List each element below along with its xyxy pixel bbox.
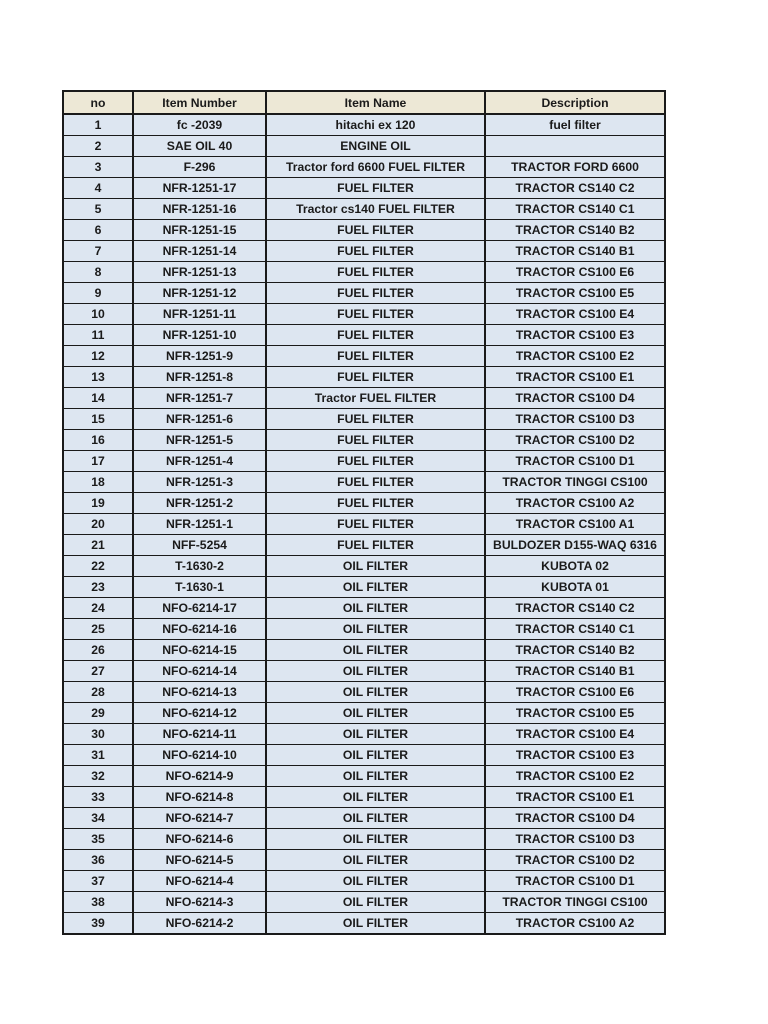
cell-item-name: FUEL FILTER <box>266 178 485 199</box>
cell-no: 26 <box>63 640 133 661</box>
table-row <box>63 241 665 262</box>
cell-description: fuel filter <box>485 114 665 136</box>
cell-item-name: Tractor ford 6600 FUEL FILTER <box>266 157 485 178</box>
table-row <box>63 283 665 304</box>
cell-description: TRACTOR CS100 D1 <box>485 451 665 472</box>
cell-description: TRACTOR CS100 E1 <box>485 787 665 808</box>
cell-item-name: OIL FILTER <box>266 913 485 935</box>
cell-no: 8 <box>63 262 133 283</box>
cell-description: TRACTOR CS100 D2 <box>485 430 665 451</box>
cell-no: 35 <box>63 829 133 850</box>
cell-item-name: OIL FILTER <box>266 808 485 829</box>
cell-item-name: FUEL FILTER <box>266 325 485 346</box>
cell-item-name: OIL FILTER <box>266 850 485 871</box>
cell-item-number: NFR-1251-6 <box>133 409 266 430</box>
cell-no: 19 <box>63 493 133 514</box>
table-row <box>63 808 665 829</box>
table-row <box>63 640 665 661</box>
cell-item-number: NFR-1251-13 <box>133 262 266 283</box>
table-row <box>63 703 665 724</box>
cell-item-name: Tractor FUEL FILTER <box>266 388 485 409</box>
cell-description: TRACTOR CS100 E4 <box>485 724 665 745</box>
cell-item-name: OIL FILTER <box>266 724 485 745</box>
cell-description <box>485 136 665 157</box>
cell-description: TRACTOR CS100 A2 <box>485 493 665 514</box>
cell-item-number: NFR-1251-16 <box>133 199 266 220</box>
table-row <box>63 325 665 346</box>
cell-item-number: NFR-1251-12 <box>133 283 266 304</box>
cell-description: TRACTOR CS100 E2 <box>485 346 665 367</box>
table-row <box>63 913 665 935</box>
table-row <box>63 430 665 451</box>
cell-item-name: FUEL FILTER <box>266 346 485 367</box>
table-row <box>63 367 665 388</box>
cell-description: TRACTOR CS100 E2 <box>485 766 665 787</box>
cell-item-number: F-296 <box>133 157 266 178</box>
cell-no: 22 <box>63 556 133 577</box>
cell-description: TRACTOR CS140 B1 <box>485 661 665 682</box>
cell-item-name: FUEL FILTER <box>266 493 485 514</box>
cell-item-number: NFO-6214-7 <box>133 808 266 829</box>
cell-item-name: FUEL FILTER <box>266 241 485 262</box>
cell-no: 7 <box>63 241 133 262</box>
cell-description: BULDOZER D155-WAQ 6316 <box>485 535 665 556</box>
cell-no: 37 <box>63 871 133 892</box>
cell-item-number: NFO-6214-16 <box>133 619 266 640</box>
table-row <box>63 262 665 283</box>
cell-item-name: FUEL FILTER <box>266 535 485 556</box>
cell-no: 24 <box>63 598 133 619</box>
cell-description: TRACTOR CS140 C2 <box>485 598 665 619</box>
cell-item-number: NFO-6214-13 <box>133 682 266 703</box>
table-row <box>63 850 665 871</box>
cell-description: TRACTOR CS140 C1 <box>485 199 665 220</box>
cell-item-name: FUEL FILTER <box>266 514 485 535</box>
cell-item-name: OIL FILTER <box>266 577 485 598</box>
cell-item-number: NFR-1251-3 <box>133 472 266 493</box>
cell-item-number: NFR-1251-15 <box>133 220 266 241</box>
cell-item-number: NFR-1251-17 <box>133 178 266 199</box>
cell-item-name: OIL FILTER <box>266 787 485 808</box>
table-row <box>63 304 665 325</box>
cell-no: 1 <box>63 114 133 136</box>
cell-description: TRACTOR CS140 C2 <box>485 178 665 199</box>
cell-item-number: NFF-5254 <box>133 535 266 556</box>
cell-no: 16 <box>63 430 133 451</box>
cell-description: TRACTOR CS140 C1 <box>485 619 665 640</box>
cell-item-number: NFR-1251-8 <box>133 367 266 388</box>
cell-no: 2 <box>63 136 133 157</box>
table-row <box>63 871 665 892</box>
cell-item-name: OIL FILTER <box>266 661 485 682</box>
cell-item-number: SAE OIL 40 <box>133 136 266 157</box>
cell-item-name: FUEL FILTER <box>266 451 485 472</box>
cell-item-number: NFO-6214-10 <box>133 745 266 766</box>
table-row <box>63 787 665 808</box>
cell-description: TRACTOR CS100 E3 <box>485 325 665 346</box>
cell-item-number: NFR-1251-2 <box>133 493 266 514</box>
cell-no: 4 <box>63 178 133 199</box>
cell-description: TRACTOR CS100 E6 <box>485 682 665 703</box>
cell-description: TRACTOR CS100 E1 <box>485 367 665 388</box>
cell-no: 9 <box>63 283 133 304</box>
table-row <box>63 556 665 577</box>
table-row <box>63 829 665 850</box>
cell-description: TRACTOR CS100 E4 <box>485 304 665 325</box>
cell-item-number: NFO-6214-6 <box>133 829 266 850</box>
table-row <box>63 766 665 787</box>
table-row <box>63 577 665 598</box>
cell-no: 39 <box>63 913 133 935</box>
cell-item-name: FUEL FILTER <box>266 262 485 283</box>
table-row <box>63 598 665 619</box>
table-body <box>63 114 665 934</box>
cell-no: 3 <box>63 157 133 178</box>
table-row <box>63 199 665 220</box>
cell-item-number: NFR-1251-9 <box>133 346 266 367</box>
cell-no: 33 <box>63 787 133 808</box>
cell-item-name: ENGINE OIL <box>266 136 485 157</box>
cell-no: 32 <box>63 766 133 787</box>
cell-item-number: NFR-1251-1 <box>133 514 266 535</box>
cell-item-name: FUEL FILTER <box>266 367 485 388</box>
cell-item-number: NFR-1251-7 <box>133 388 266 409</box>
cell-item-number: NFO-6214-3 <box>133 892 266 913</box>
cell-item-number: NFR-1251-11 <box>133 304 266 325</box>
cell-item-number: NFO-6214-9 <box>133 766 266 787</box>
cell-item-number: NFO-6214-5 <box>133 850 266 871</box>
cell-item-name: FUEL FILTER <box>266 430 485 451</box>
cell-no: 11 <box>63 325 133 346</box>
table-row <box>63 178 665 199</box>
cell-item-name: OIL FILTER <box>266 745 485 766</box>
cell-item-name: OIL FILTER <box>266 556 485 577</box>
cell-description: TRACTOR CS100 D4 <box>485 388 665 409</box>
cell-item-number: T-1630-2 <box>133 556 266 577</box>
cell-no: 10 <box>63 304 133 325</box>
cell-description: TRACTOR FORD 6600 <box>485 157 665 178</box>
table-row <box>63 157 665 178</box>
cell-item-name: OIL FILTER <box>266 682 485 703</box>
cell-item-number: NFO-6214-4 <box>133 871 266 892</box>
table-row <box>63 388 665 409</box>
table-row <box>63 220 665 241</box>
table-row <box>63 892 665 913</box>
table-row <box>63 724 665 745</box>
cell-description: TRACTOR CS140 B1 <box>485 241 665 262</box>
cell-no: 27 <box>63 661 133 682</box>
cell-description: TRACTOR TINGGI CS100 <box>485 472 665 493</box>
cell-item-number: NFO-6214-12 <box>133 703 266 724</box>
cell-description: KUBOTA 01 <box>485 577 665 598</box>
cell-item-name: OIL FILTER <box>266 892 485 913</box>
table-row <box>63 136 665 157</box>
cell-no: 15 <box>63 409 133 430</box>
cell-item-name: OIL FILTER <box>266 703 485 724</box>
cell-item-number: NFO-6214-11 <box>133 724 266 745</box>
cell-description: TRACTOR CS140 B2 <box>485 220 665 241</box>
cell-no: 34 <box>63 808 133 829</box>
cell-item-name: OIL FILTER <box>266 619 485 640</box>
column-header-item-name: Item Name <box>266 91 485 114</box>
cell-item-number: NFR-1251-4 <box>133 451 266 472</box>
table-row <box>63 619 665 640</box>
cell-description: TRACTOR CS100 D3 <box>485 829 665 850</box>
table-row <box>63 745 665 766</box>
cell-item-number: NFO-6214-8 <box>133 787 266 808</box>
cell-no: 14 <box>63 388 133 409</box>
cell-no: 23 <box>63 577 133 598</box>
cell-no: 25 <box>63 619 133 640</box>
cell-item-number: fc -2039 <box>133 114 266 136</box>
cell-description: TRACTOR CS100 D1 <box>485 871 665 892</box>
cell-item-number: NFR-1251-5 <box>133 430 266 451</box>
cell-item-name: FUEL FILTER <box>266 304 485 325</box>
cell-item-name: FUEL FILTER <box>266 472 485 493</box>
cell-no: 38 <box>63 892 133 913</box>
cell-no: 13 <box>63 367 133 388</box>
table-header-row <box>63 91 665 114</box>
cell-item-name: FUEL FILTER <box>266 220 485 241</box>
cell-item-name: hitachi ex 120 <box>266 114 485 136</box>
cell-description: TRACTOR CS100 E6 <box>485 262 665 283</box>
cell-item-name: Tractor cs140 FUEL FILTER <box>266 199 485 220</box>
table-row <box>63 346 665 367</box>
cell-description: TRACTOR CS100 E3 <box>485 745 665 766</box>
cell-description: TRACTOR CS100 E5 <box>485 703 665 724</box>
column-header-item-number: Item Number <box>133 91 266 114</box>
cell-item-name: OIL FILTER <box>266 829 485 850</box>
table-row <box>63 682 665 703</box>
cell-no: 17 <box>63 451 133 472</box>
cell-item-name: FUEL FILTER <box>266 283 485 304</box>
cell-no: 31 <box>63 745 133 766</box>
cell-no: 18 <box>63 472 133 493</box>
cell-item-name: OIL FILTER <box>266 766 485 787</box>
table-row <box>63 409 665 430</box>
cell-no: 12 <box>63 346 133 367</box>
table-row <box>63 114 665 136</box>
cell-no: 28 <box>63 682 133 703</box>
cell-description: TRACTOR CS100 A2 <box>485 913 665 935</box>
cell-item-number: NFR-1251-14 <box>133 241 266 262</box>
cell-no: 21 <box>63 535 133 556</box>
cell-item-number: T-1630-1 <box>133 577 266 598</box>
column-header-description: Description <box>485 91 665 114</box>
parts-table <box>62 90 666 935</box>
cell-item-number: NFO-6214-2 <box>133 913 266 935</box>
cell-no: 6 <box>63 220 133 241</box>
cell-no: 29 <box>63 703 133 724</box>
cell-no: 5 <box>63 199 133 220</box>
table-row <box>63 451 665 472</box>
cell-item-name: OIL FILTER <box>266 598 485 619</box>
table-row <box>63 493 665 514</box>
cell-item-name: OIL FILTER <box>266 640 485 661</box>
cell-description: TRACTOR CS100 D2 <box>485 850 665 871</box>
cell-description: TRACTOR CS100 D3 <box>485 409 665 430</box>
cell-item-name: OIL FILTER <box>266 871 485 892</box>
cell-no: 36 <box>63 850 133 871</box>
cell-item-number: NFR-1251-10 <box>133 325 266 346</box>
cell-description: TRACTOR CS100 E5 <box>485 283 665 304</box>
table-row <box>63 514 665 535</box>
cell-description: KUBOTA 02 <box>485 556 665 577</box>
cell-item-number: NFO-6214-17 <box>133 598 266 619</box>
cell-description: TRACTOR TINGGI CS100 <box>485 892 665 913</box>
cell-description: TRACTOR CS140 B2 <box>485 640 665 661</box>
cell-description: TRACTOR CS100 D4 <box>485 808 665 829</box>
cell-item-name: FUEL FILTER <box>266 409 485 430</box>
cell-item-number: NFO-6214-15 <box>133 640 266 661</box>
cell-no: 30 <box>63 724 133 745</box>
cell-no: 20 <box>63 514 133 535</box>
column-header-no: no <box>63 91 133 114</box>
cell-description: TRACTOR CS100 A1 <box>485 514 665 535</box>
table-row <box>63 472 665 493</box>
cell-item-number: NFO-6214-14 <box>133 661 266 682</box>
table-row <box>63 661 665 682</box>
table-row <box>63 535 665 556</box>
